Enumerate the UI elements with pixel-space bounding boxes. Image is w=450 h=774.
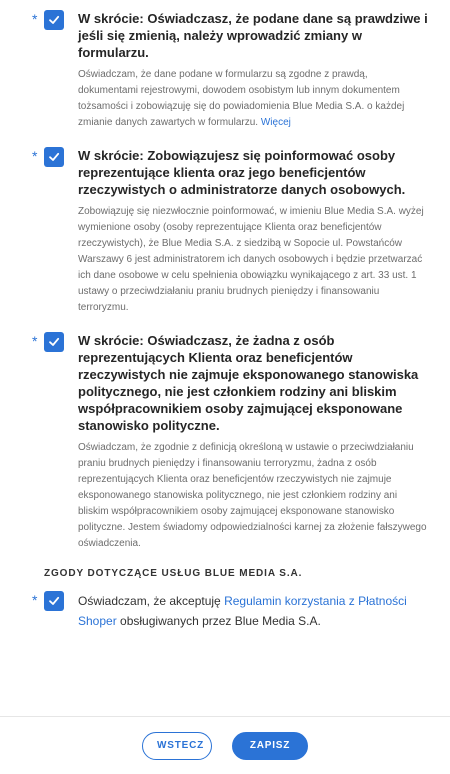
required-asterisk: * — [32, 148, 38, 164]
required-asterisk: * — [32, 11, 38, 27]
consent-checkbox[interactable] — [44, 147, 64, 167]
consent-item — [32, 332, 430, 552]
summary-lead: W skrócie: — [78, 148, 144, 163]
consent-text — [78, 147, 430, 316]
consent-text — [78, 332, 430, 552]
consent-summary — [78, 10, 430, 61]
consent-text — [78, 10, 430, 131]
summary-lead: W skrócie: — [78, 333, 144, 348]
consent-item — [32, 147, 430, 316]
regulamin-text — [78, 591, 430, 631]
consent-detail — [78, 204, 430, 316]
checkmark-icon — [48, 151, 60, 163]
consent-checkbox[interactable] — [44, 591, 64, 611]
consent-detail — [78, 67, 430, 131]
consent-item — [32, 10, 430, 131]
summary-text: Oświadczasz, że podane dane są prawdziwe i jeśli się zmienią, należy wprowadzić zmiany w formularzu. — [78, 11, 428, 60]
summary-text: Zobowiązujesz się poinformować osoby reprezentujące klienta oraz jego beneficjentów rzeczywistych o administratorze danych osobowych. — [78, 148, 406, 197]
required-asterisk: * — [32, 333, 38, 349]
regulamin-link[interactable]: Regulamin korzystania z Płatności Shoper — [78, 594, 407, 628]
checkmark-icon — [48, 14, 60, 26]
required-asterisk: * — [32, 592, 38, 608]
save-button[interactable]: ZAPISZ — [232, 732, 308, 760]
consent-item-regulamin — [32, 591, 430, 631]
detail-text: Zobowiązuję się niezwłocznie poinformować, w imieniu Blue Media S.A. wyżej wymienione osoby (osoby reprezentujące Klienta oraz beneficjentów rzeczywistych), że Blue Media S.A. z siedzibą w Sopocie ul. Powstańców Warszawy 6 jest administratorem ich danych osobowych i będzie przetwarzać ich dane osobowe w celu spełnienia obowiązku wynikającego z art. 33 ust. 1 ustawy o przeciwdziałaniu praniu brudnych pieniędzy i finansowaniu terroryzmu. — [78, 206, 424, 313]
text-before: Oświadczam, że akceptuję — [78, 594, 225, 608]
consent-checkbox[interactable] — [44, 332, 64, 352]
consent-text — [78, 591, 430, 631]
summary-lead: W skrócie: — [78, 11, 144, 26]
section-title: ZGODY DOTYCZĄCE USŁUG BLUE MEDIA S.A. — [44, 568, 303, 579]
consent-summary — [78, 147, 430, 198]
checkmark-icon — [48, 595, 60, 607]
detail-text: Oświadczam, że zgodnie z definicją określoną w ustawie o przeciwdziałaniu praniu brudnych pieniędzy i finansowaniu terroryzmu, żadna z osób reprezentujących Klienta oraz beneficjentów rzeczywistych nie zajmuje eksponowanego stanowiska politycznego, nie jest członkiem rodziny ani bliskim współpracownikiem osoby zajmującej eksponowane stanowisko polityczne. Jestem świadomy odpowiedzialności karnej za złożenie fałszywego oświadczenia. — [78, 442, 427, 549]
consent-summary — [78, 332, 430, 434]
more-link[interactable]: Więcej — [260, 117, 291, 128]
detail-text: Oświadczam, że dane podane w formularzu są zgodne z prawdą, dokumentami rejestrowymi, dowodem osobistym lub innym dokumentem tożsamości i zobowiązuję się do powiadomienia Blue Media S.A. o każdej zmianie danych zawartych w formularzu. — [78, 69, 405, 128]
checkmark-icon — [48, 336, 60, 348]
summary-text: Oświadczasz, że żadna z osób reprezentujących Klienta oraz beneficjentów rzeczywistych nie zajmuje eksponowanego stanowiska politycznego, nie jest członkiem rodziny ani bliskim współpracownikiem osoby zajmującej eksponowane stanowisko polityczne. — [78, 333, 419, 433]
footer — [0, 716, 450, 774]
consent-checkbox[interactable] — [44, 10, 64, 30]
consent-detail — [78, 440, 430, 552]
back-button[interactable]: WSTECZ — [142, 732, 212, 760]
text-after: obsługiwanych przez Blue Media S.A. — [116, 614, 321, 628]
